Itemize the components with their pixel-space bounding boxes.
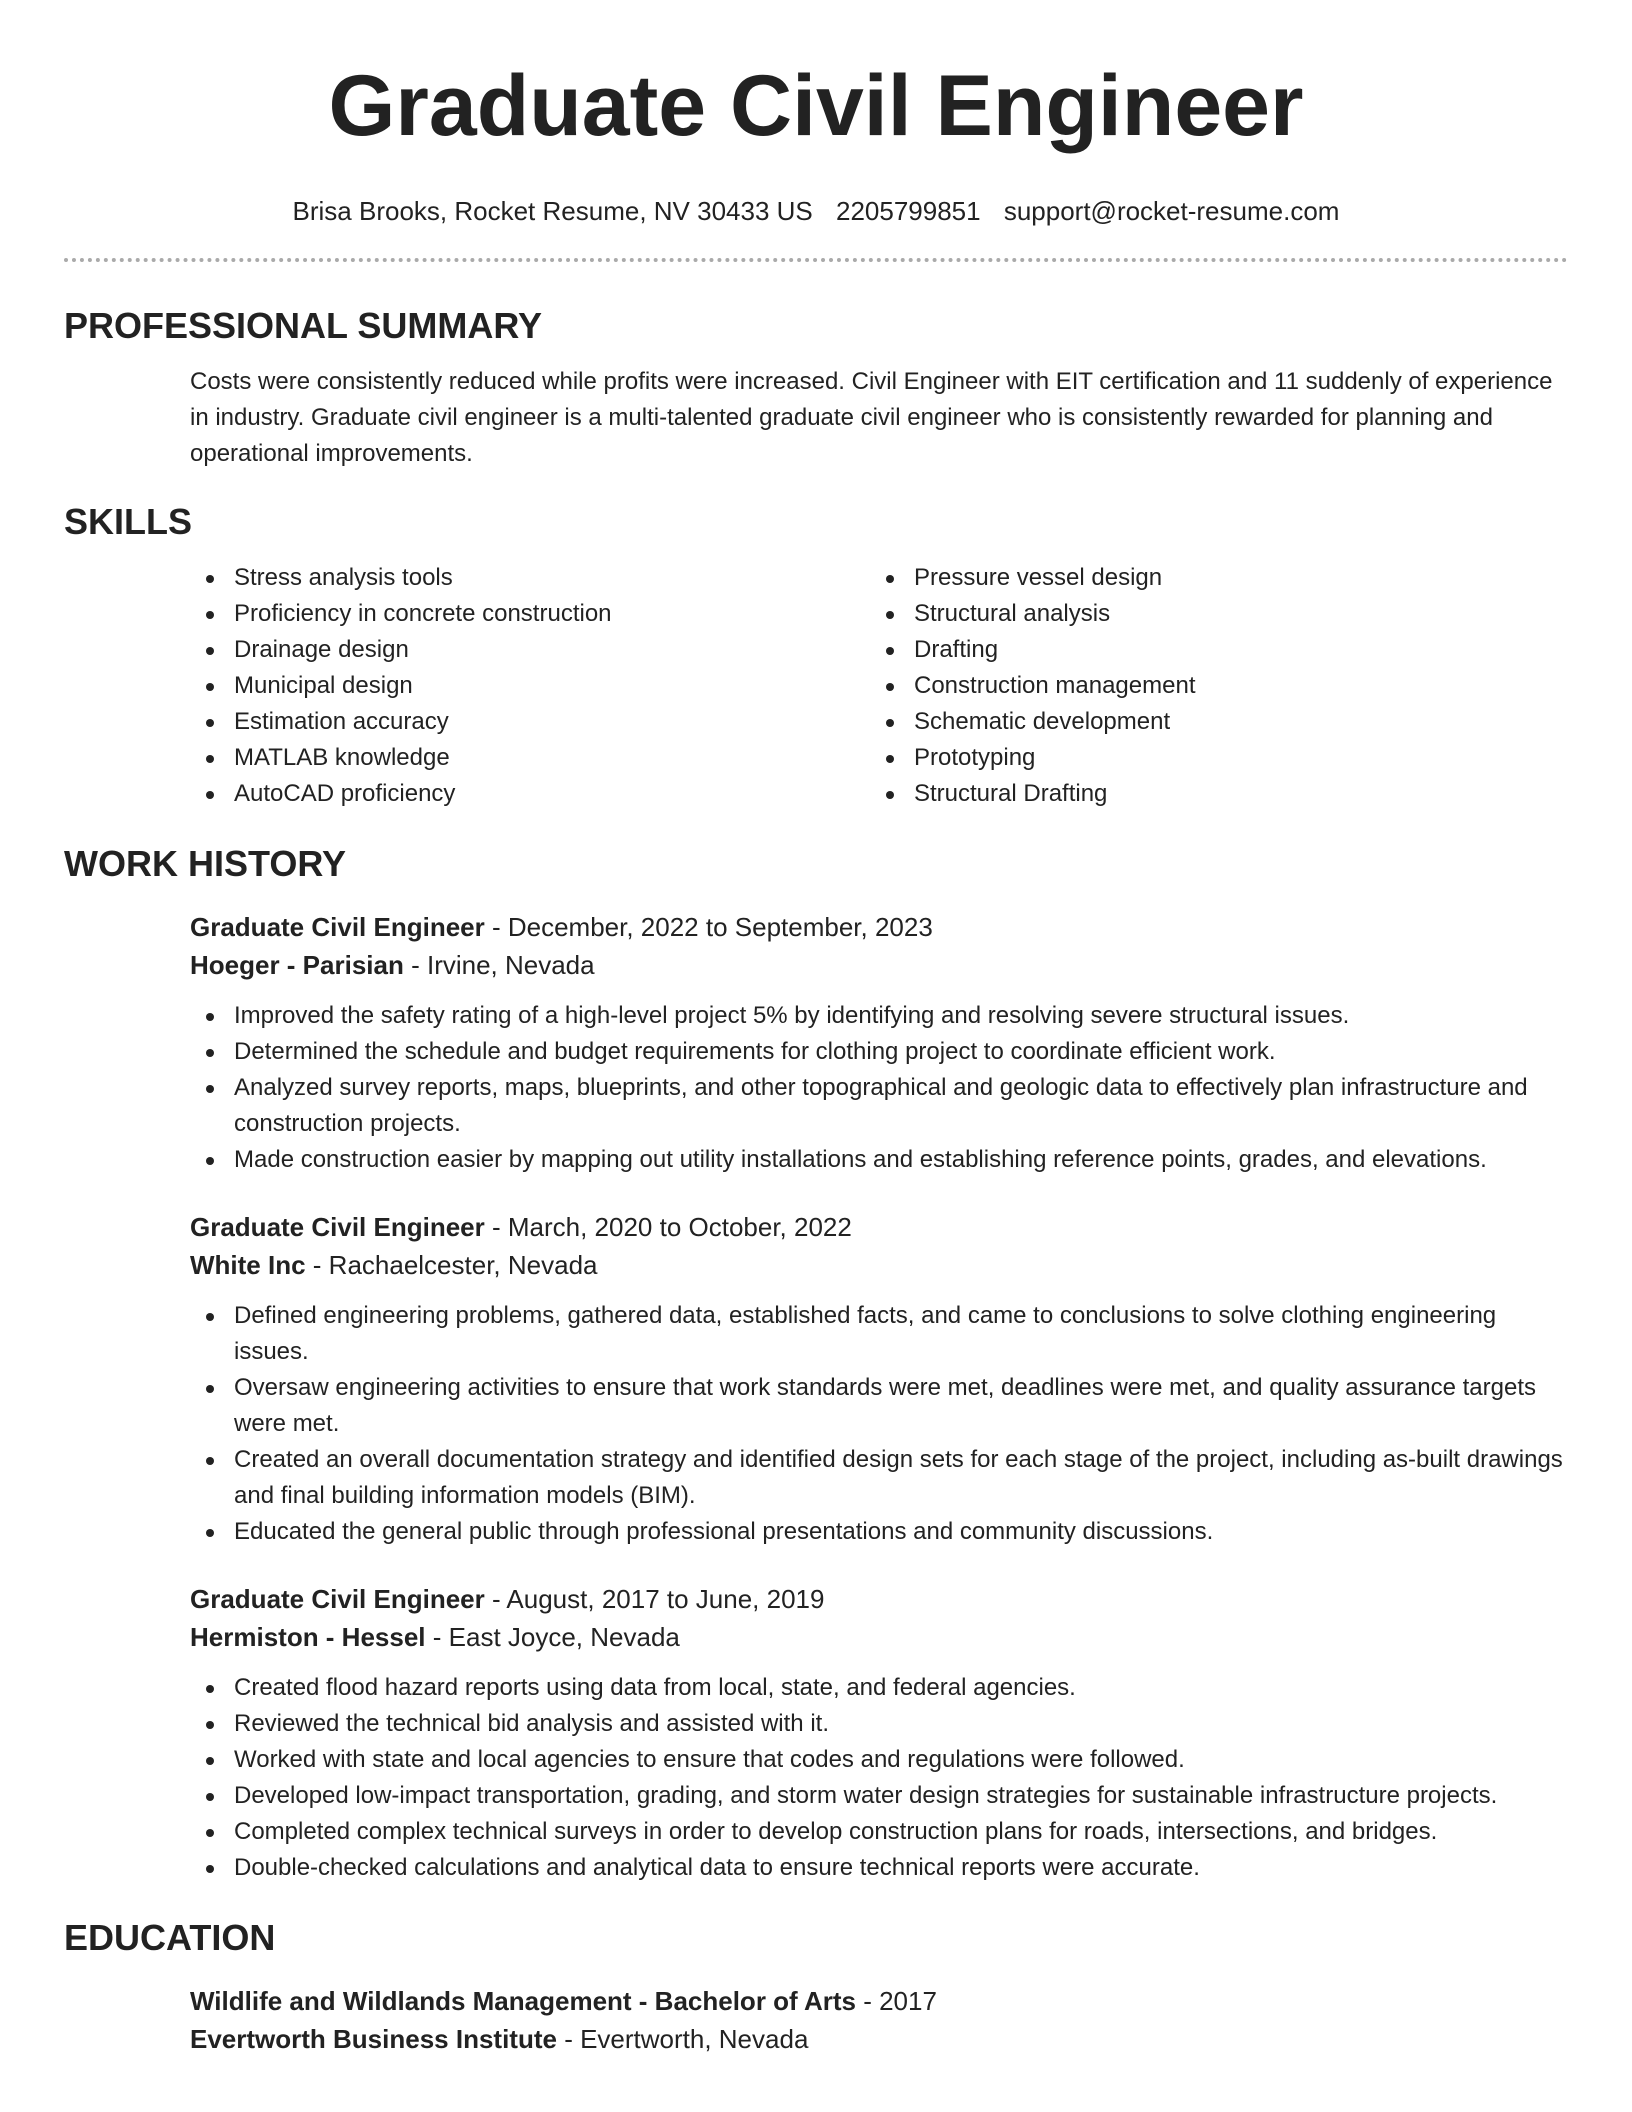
job-location: - Rachaelcester, Nevada	[305, 1250, 598, 1280]
skill-item: Pressure vessel design	[870, 560, 1550, 596]
work-history-heading: WORK HISTORY	[64, 843, 347, 884]
resume-page	[64, 0, 1568, 2058]
job-title: Graduate Civil Engineer	[190, 1212, 485, 1242]
resume-title: Graduate Civil Engineer	[328, 58, 1304, 154]
education-location: - Evertworth, Nevada	[556, 2024, 809, 2054]
job-bullet: Created an overall documentation strategy and identified design sets for each stage of the project, including as-built drawings and final building information models (BIM).	[190, 1442, 1570, 1514]
contact-line	[64, 194, 1568, 228]
skill-item: Estimation accuracy	[190, 704, 870, 740]
job-company-line	[190, 1246, 1568, 1284]
skill-item: Drafting	[870, 632, 1550, 668]
education-degree: Wildlife and Wildlands Management - Bachelor of Arts	[190, 1986, 856, 2016]
job-bullet: Defined engineering problems, gathered data, established facts, and came to conclusions to solve clothing engineering issues.	[190, 1298, 1570, 1370]
skills-list	[190, 560, 1568, 812]
job-bullets	[190, 998, 1570, 1178]
skills-column-right	[870, 560, 1550, 812]
job-dates: - March, 2020 to October, 2022	[484, 1212, 852, 1242]
education-year: - 2017	[855, 1986, 937, 2016]
job-location: - Irvine, Nevada	[403, 950, 595, 980]
skills-heading: SKILLS	[64, 501, 193, 542]
contact-email: support@rocket-resume.com	[1003, 196, 1340, 226]
job-bullet: Reviewed the technical bid analysis and assisted with it.	[190, 1706, 1570, 1742]
job-company-line	[190, 946, 1568, 984]
job-title-line	[190, 908, 1568, 946]
education-degree-line	[190, 1982, 1568, 2020]
job-title-line	[190, 1208, 1568, 1246]
job-entry	[190, 1580, 1568, 1886]
job-entry	[190, 908, 1568, 1178]
job-company: Hoeger - Parisian	[190, 950, 404, 980]
job-bullet: Created flood hazard reports using data from local, state, and federal agencies.	[190, 1670, 1570, 1706]
summary-text: Costs were consistently reduced while profits were increased. Civil Engineer with EIT certification and 11 suddenly of experience in industry. Graduate civil engineer is a multi-talented graduate civil engineer who is consistently rewarded for planning and operational improvements.	[190, 368, 1553, 467]
skill-item: Structural analysis	[870, 596, 1550, 632]
skills-column-left	[190, 560, 870, 812]
job-company: Hermiston - Hessel	[190, 1622, 426, 1652]
skill-item: Proficiency in concrete construction	[190, 596, 870, 632]
education-entry	[190, 1982, 1568, 2058]
job-bullet: Determined the schedule and budget requirements for clothing project to coordinate efficient work.	[190, 1034, 1570, 1070]
summary-heading: PROFESSIONAL SUMMARY	[64, 305, 543, 346]
job-company: White Inc	[190, 1250, 306, 1280]
skill-item: Construction management	[870, 668, 1550, 704]
skill-item: MATLAB knowledge	[190, 740, 870, 776]
job-location: - East Joyce, Nevada	[425, 1622, 680, 1652]
education-school-line	[190, 2020, 1568, 2058]
skill-item: Municipal design	[190, 668, 870, 704]
job-bullet: Developed low-impact transportation, grading, and storm water design strategies for sustainable infrastructure projects.	[190, 1778, 1570, 1814]
job-bullet: Analyzed survey reports, maps, blueprints, and other topographical and geologic data to effectively plan infrastructure and construction projects.	[190, 1070, 1570, 1142]
skill-item: Prototyping	[870, 740, 1550, 776]
education-school: Evertworth Business Institute	[190, 2024, 557, 2054]
skill-item: Schematic development	[870, 704, 1550, 740]
job-dates: - December, 2022 to September, 2023	[484, 912, 933, 942]
job-bullets	[190, 1298, 1570, 1550]
education-heading: EDUCATION	[64, 1917, 276, 1958]
job-dates: - August, 2017 to June, 2019	[484, 1584, 825, 1614]
contact-address: Brisa Brooks, Rocket Resume, NV 30433 US	[292, 196, 813, 226]
job-company-line	[190, 1618, 1568, 1656]
job-bullet: Educated the general public through professional presentations and community discussions.	[190, 1514, 1570, 1550]
job-bullet: Double-checked calculations and analytical data to ensure technical reports were accurate.	[190, 1850, 1570, 1886]
job-bullet: Made construction easier by mapping out utility installations and establishing reference points, grades, and elevations.	[190, 1142, 1570, 1178]
skill-item: Drainage design	[190, 632, 870, 668]
skill-item: Stress analysis tools	[190, 560, 870, 596]
job-bullets	[190, 1670, 1570, 1886]
job-title: Graduate Civil Engineer	[190, 1584, 485, 1614]
job-bullet: Completed complex technical surveys in order to develop construction plans for roads, intersections, and bridges.	[190, 1814, 1570, 1850]
job-title: Graduate Civil Engineer	[190, 912, 485, 942]
header-divider	[64, 258, 1568, 262]
skill-item: Structural Drafting	[870, 776, 1550, 812]
contact-phone: 2205799851	[835, 196, 981, 226]
skill-item: AutoCAD proficiency	[190, 776, 870, 812]
job-bullet: Oversaw engineering activities to ensure that work standards were met, deadlines were met, and quality assurance targets were met.	[190, 1370, 1570, 1442]
job-bullet: Worked with state and local agencies to ensure that codes and regulations were followed.	[190, 1742, 1570, 1778]
job-entry	[190, 1208, 1568, 1550]
job-bullet: Improved the safety rating of a high-level project 5% by identifying and resolving severe structural issues.	[190, 998, 1570, 1034]
job-title-line	[190, 1580, 1568, 1618]
